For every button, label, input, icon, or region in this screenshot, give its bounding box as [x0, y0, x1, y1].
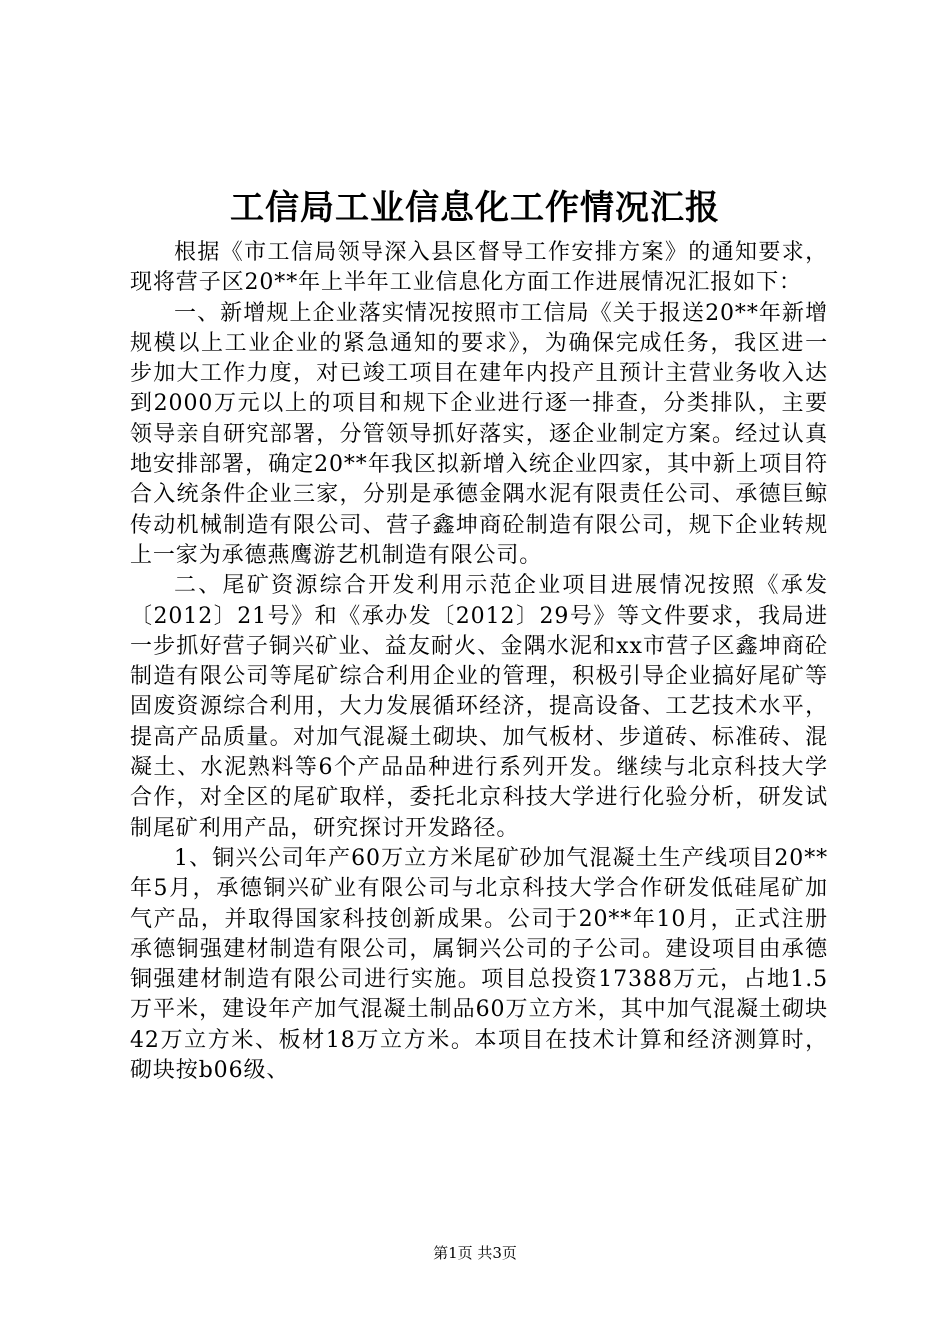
- paragraph-section-1: 一、新增规上企业落实情况按照市工信局《关于报送20**年新增规模以上工业企业的紧急通知的要求》，为确保完成任务，我区进一步加大工作力度，对已竣工项目在建年内投产且预计主营业务收入达到2000万元以上的项目和规下企业进行逐一排查，分类排队，主要领导亲自研究部署，分管领导抓好落实，逐企业制定方案。经过认真地安排部署，确定20**年我区拟新增入统企业四家，其中新上项目符合入统条件企业三家，分别是承德金隅水泥有限责任公司、承德巨鲸传动机械制造有限公司、营子鑫坤商砼制造有限公司，规下企业转规上一家为承德燕鹰游艺机制造有限公司。: [130, 300, 828, 568]
- paragraph-intro: 根据《市工信局领导深入县区督导工作安排方案》的通知要求，现将营子区20**年上半年工业信息化方面工作进展情况汇报如下：: [130, 240, 828, 296]
- document-body: [130, 238, 828, 1086]
- paragraph-item-1: 1、铜兴公司年产60万立方米尾矿砂加气混凝土生产线项目20**年5月，承德铜兴矿业有限公司与北京科技大学合作研发低硅尾矿加气产品，并取得国家科技创新成果。公司于20**年10月，正式注册承德铜强建材制造有限公司，属铜兴公司的子公司。建设项目由承德铜强建材制造有限公司进行实施。项目总投资17388万元，占地1.5万平米，建设年产加气混凝土制品60万立方米，其中加气混凝土砌块42万立方米、板材18万立方米。本项目在技术计算和经济测算时，砌块按b06级、: [130, 845, 828, 1084]
- paragraph-section-2: 二、尾矿资源综合开发利用示范企业项目进展情况按照《承发〔2012〕21号》和《承办发〔2012〕29号》等文件要求，我局进一步抓好营子铜兴矿业、益友耐火、金隅水泥和xx市营子区鑫坤商砼制造有限公司等尾矿综合利用企业的管理，积极引导企业搞好尾矿等固废资源综合利用，大力发展循环经济，提高设备、工艺技术水平，提高产品质量。对加气混凝土砌块、加气板材、步道砖、标准砖、混凝土、水泥熟料等6个产品品种进行系列开发。继续与北京科技大学合作，对全区的尾矿取样，委托北京科技大学进行化验分析，研发试制尾矿利用产品，研究探讨开发路径。: [130, 573, 828, 841]
- page-footer: 第1页 共3页: [433, 1244, 517, 1262]
- document-title: 工信局工业信息化工作情况汇报: [230, 188, 720, 228]
